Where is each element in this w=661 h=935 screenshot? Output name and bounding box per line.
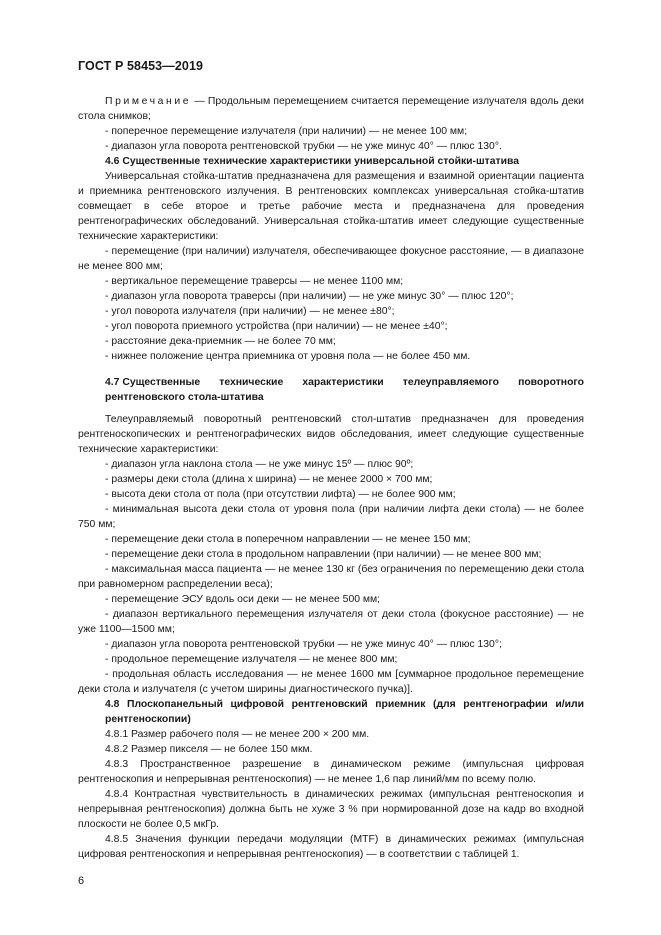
list-item: - размеры деки стола (длина х ширина) — не менее 2000 × 700 мм; (105, 474, 433, 485)
list-item: - минимальная высота деки стола от уровня пола (при наличии лифта деки стола) — не более 750 мм; (78, 504, 584, 530)
section-heading-4-8: 4.8 Плоскопанельный цифровой рентгеновский приемник (для рентгенографии и/или рентгеноскопии) (105, 699, 584, 725)
list-item: - диапазон угла поворота рентгеновской трубки — не уже минус 40° — плюс 130°; (105, 639, 502, 650)
list-item: - продольное перемещение излучателя — не менее 800 мм; (105, 654, 398, 665)
heading-line: рентгеновского стола-штатива (105, 392, 264, 403)
list-item: - угол поворота приемного устройства (при наличии) — не менее ±40°; (105, 321, 448, 332)
list-item: - расстояние дека-приемник — не более 70 мм; (105, 336, 336, 347)
page-number: 6 (78, 875, 85, 887)
heading-word: технические (219, 377, 284, 388)
list-item: - перемещение (при наличии) излучателя, обеспечивающее фокусное расстояние, — в диапазоне не менее 800 мм; (78, 246, 584, 272)
list-item: - перемещение деки стола в поперечном направлении — не менее 150 мм; (105, 534, 471, 545)
list-item: - поперечное перемещение излучателя (при наличии) — не менее 100 мм; (105, 126, 468, 137)
clause-4-8-1: 4.8.1 Размер рабочего поля — не менее 200 × 200 мм. (105, 729, 370, 740)
list-item: - вертикальное перемещение траверсы — не менее 1100 мм; (105, 276, 404, 287)
list-item: - перемещение деки стола в продольном направлении (при наличии) — не менее 800 мм; (105, 549, 542, 560)
section-heading-4-6: 4.6 Существенные технические характеристики универсальной стойки-штатива (105, 156, 520, 167)
section-4-7-intro: Телеуправляемый поворотный рентгеновский стол-штатив предназначен для проведения рентгеноскопических и рентгенографических видов обследования, имеет следующие существенные технические характеристики: (78, 414, 584, 455)
list-item: - диапазон вертикального перемещения излучателя от деки стола (фокусное расстояние) — не уже 1100—1500 мм; (78, 609, 584, 635)
heading-word: характеристики (302, 377, 384, 388)
note-paragraph (78, 94, 584, 124)
list-item: - диапазон угла поворота рентгеновской трубки — не уже минус 40° — плюс 130°. (105, 141, 502, 152)
note-text: — Продольным перемещением считается перемещение излучателя вдоль деки стола снимков; (78, 96, 584, 122)
page-content (78, 94, 584, 862)
clause-4-8-4: 4.8.4 Контрастная чувствительность в динамических режимах (импульсная рентгеноскопия и непрерывная рентгеноскопия) должна быть не хуже 3 % при нормированной дозе на кадр во входной плоскости не более 0,5 мкГр. (78, 789, 584, 830)
heading-word: 4.7 Существенные (105, 377, 201, 388)
list-item: - диапазон угла поворота траверсы (при наличии) — не уже минус 30° — плюс 120°; (105, 291, 514, 302)
list-item: - высота деки стола от пола (при отсутствии лифта) — не более 900 мм; (105, 489, 456, 500)
section-4-6-intro: Универсальная стойка-штатив предназначена для размещения и взаимной ориентации пациента и приемника рентгеновского излучения. В рентгеновских комплексах универсальная стойка-штатив совмещает в себе второе и третье рабочие места и предназначена для проведения рентгенографических обследований. Универсальная стойка-штатив имеет следующие существенные технические характеристики: (78, 171, 584, 242)
heading-word: телеуправляемого (402, 377, 499, 388)
heading-line (105, 375, 584, 390)
clause-4-8-3: 4.8.3 Пространственное разрешение в динамическом режиме (импульсная цифровая рентгеноскопия и непрерывная рентгеноскопия) — не менее 1,6 пар линий/мм по всему полю. (78, 759, 584, 785)
note-label: Примечание (105, 96, 192, 107)
clause-4-8-2: 4.8.2 Размер пикселя — не более 150 мкм. (105, 744, 313, 755)
list-item: - угол поворота излучателя (при наличии) — не менее ±80°; (105, 306, 395, 317)
list-item: - диапазон угла наклона стола — не уже минус 15º — плюс 90º; (105, 459, 414, 470)
document-header: ГОСТ Р 58453—2019 (78, 59, 204, 73)
list-item: - нижнее положение центра приемника от уровня пола — не более 450 мм. (105, 351, 471, 362)
list-item: - перемещение ЭСУ вдоль оси деки — не менее 500 мм; (105, 594, 381, 605)
section-heading-4-7 (78, 375, 584, 405)
heading-word: поворотного (518, 377, 584, 388)
list-item: - продольная область исследования — не менее 1600 мм [суммарное продольное перемещение деки стола и излучателя (с учетом ширины диагностического пучка)]. (78, 669, 584, 695)
clause-4-8-5: 4.8.5 Значения функции передачи модуляции (MTF) в динамических режимах (импульсная цифровая рентгеноскопия и непрерывная рентгеноскопия) — в соответствии с таблицей 1. (78, 834, 584, 860)
list-item: - максимальная масса пациента — не менее 130 кг (без ограничения по перемещению деки стола при равномерном распределении веса); (78, 564, 584, 590)
